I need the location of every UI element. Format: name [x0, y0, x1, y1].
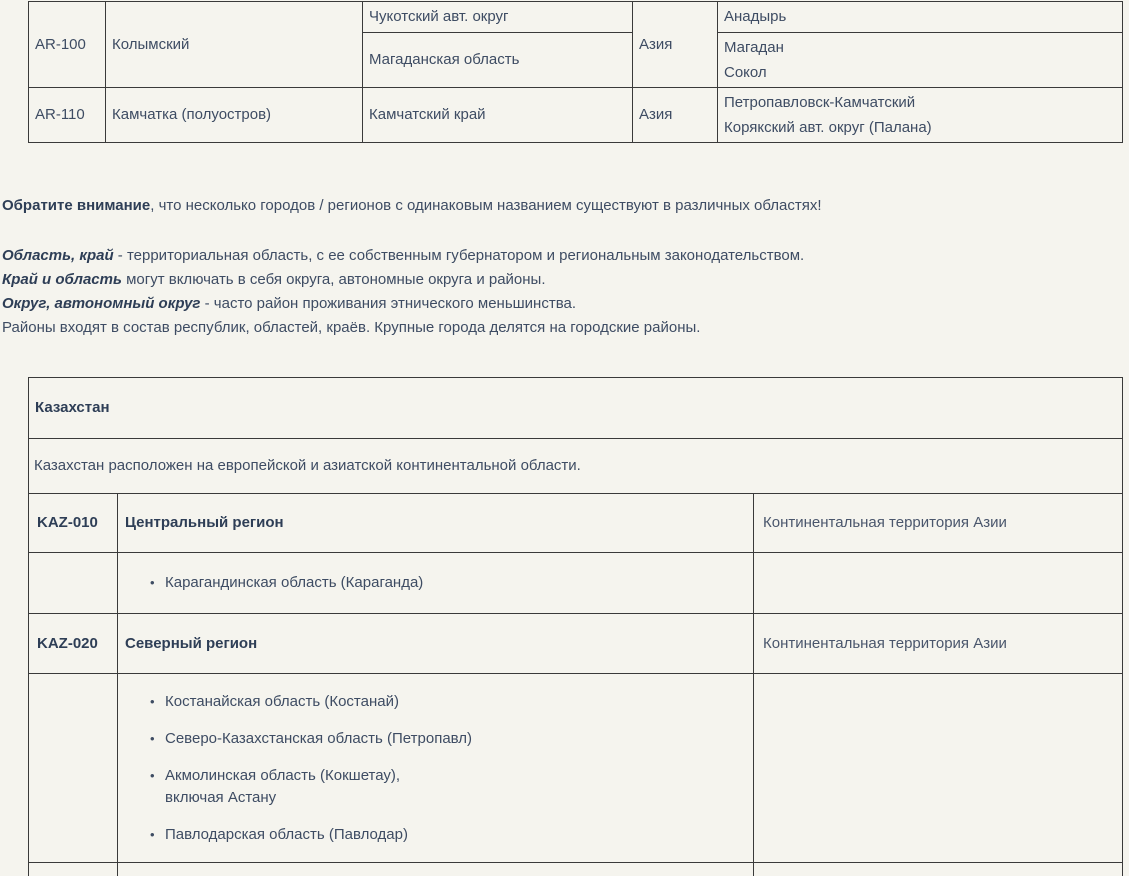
city-name: Сокол [724, 64, 767, 81]
oblast-list [124, 691, 747, 846]
list-item [150, 824, 747, 846]
definition-line [2, 316, 1129, 340]
table-row [29, 2, 1123, 33]
empty-cell [29, 674, 118, 863]
oblast-name: • Северо-Казахстанская область (Петропавл) [165, 729, 473, 747]
oblast-name: • Костанайская область (Костанай) [165, 692, 399, 710]
attention-note-text: , что несколько городов / регионов с одинаковым названием существуют в различных областях! [150, 197, 822, 214]
oblast-name: Камчатский край [369, 106, 486, 123]
oblast-cell [363, 2, 633, 33]
oblast-name: Чукотский авт. округ [369, 8, 509, 25]
attention-note-bold: Обратите внимание [2, 197, 151, 214]
definition-text: - территориальная область, с ее собственным губернатором и региональным законодательством. [113, 247, 805, 264]
cities-cell [718, 33, 1123, 88]
definitions-block [2, 244, 1129, 340]
attention-note [2, 194, 1129, 218]
list-item [150, 765, 747, 809]
empty-cell [29, 863, 118, 876]
definition-text: Районы входят в состав республик, областей, краёв. Крупные города делятся на городские районы. [2, 319, 701, 336]
territory-cell [754, 614, 1123, 674]
definition-term: Округ, автономный округ [2, 295, 201, 312]
city-name: Анадырь [724, 8, 787, 25]
city-name: Магадан [724, 39, 784, 56]
territory-cell [754, 494, 1123, 553]
table-row-clipped [29, 863, 1123, 876]
cities-cell [718, 2, 1123, 33]
city-name: Петропавловск-Камчатский [724, 94, 916, 111]
table-row [29, 439, 1123, 494]
region-name-cell [106, 2, 363, 88]
oblast-cell [363, 88, 633, 143]
region-name: Северный регион [125, 634, 258, 652]
definition-line [2, 268, 1129, 292]
continent-name: Азия [639, 106, 673, 123]
oblast-name: Магаданская область [369, 51, 520, 68]
list-item [150, 728, 747, 750]
table-row [29, 494, 1123, 553]
list-item [150, 572, 747, 594]
continent-name: Азия [639, 35, 673, 53]
table-row [29, 378, 1123, 439]
oblast-list [124, 572, 747, 594]
oblast-name: • Акмолинская область (Кокшетау), [165, 766, 401, 784]
region-name: Центральный регион [125, 514, 284, 531]
table-row [29, 88, 1123, 143]
definition-term: Область, край [2, 247, 114, 264]
empty-cell [754, 674, 1123, 863]
definition-text: могут включать в себя округа, автономные округа и районы. [121, 271, 546, 288]
city-name: Корякский авт. округ (Палана) [724, 119, 932, 136]
region-code: AR-110 [35, 106, 85, 123]
oblast-name-continuation: включая Астану [165, 788, 277, 806]
empty-cell [29, 553, 118, 614]
empty-cell [754, 863, 1123, 876]
regions-table-fragment [28, 1, 1123, 143]
region-code: AR-100 [35, 35, 86, 53]
region-code-cell [29, 2, 106, 88]
definition-term: Край и область [2, 271, 122, 288]
region-code: KAZ-010 [37, 514, 98, 531]
region-code: KAZ-020 [37, 634, 98, 652]
page [0, 1, 1129, 876]
oblast-name: • Карагандинская область (Караганда) [165, 574, 424, 591]
country-title-cell [29, 378, 1123, 439]
region-name-cell [106, 88, 363, 143]
territory-name: Континентальная территория Азии [763, 514, 1007, 531]
region-name: Камчатка (полуостров) [112, 106, 272, 123]
region-name-cell [118, 614, 754, 674]
country-description-cell [29, 439, 1123, 494]
region-code-cell [29, 88, 106, 143]
continent-cell [633, 88, 718, 143]
list-item [150, 691, 747, 713]
definition-line [2, 292, 1129, 316]
oblast-list-cell [118, 674, 754, 863]
empty-cell [118, 863, 754, 876]
oblast-list-cell [118, 553, 754, 614]
region-name-cell [118, 494, 754, 553]
table-row [29, 674, 1123, 863]
oblast-name: • Павлодарская область (Павлодар) [165, 825, 408, 843]
table-row [29, 553, 1123, 614]
territory-name: Континентальная территория Азии [763, 634, 1007, 652]
oblast-cell [363, 33, 633, 88]
kazakhstan-table [28, 377, 1123, 876]
definition-line [2, 244, 1129, 268]
table-row [29, 614, 1123, 674]
continent-cell [633, 2, 718, 88]
country-description: Казахстан расположен на европейской и азиатской континентальной области. [34, 457, 581, 474]
region-name: Колымский [112, 35, 190, 53]
region-code-cell [29, 494, 118, 553]
empty-cell [754, 553, 1123, 614]
cities-cell [718, 88, 1123, 143]
region-code-cell [29, 614, 118, 674]
definition-text: - часто район проживания этнического меньшинства. [200, 295, 577, 312]
country-title: Казахстан [35, 399, 110, 416]
